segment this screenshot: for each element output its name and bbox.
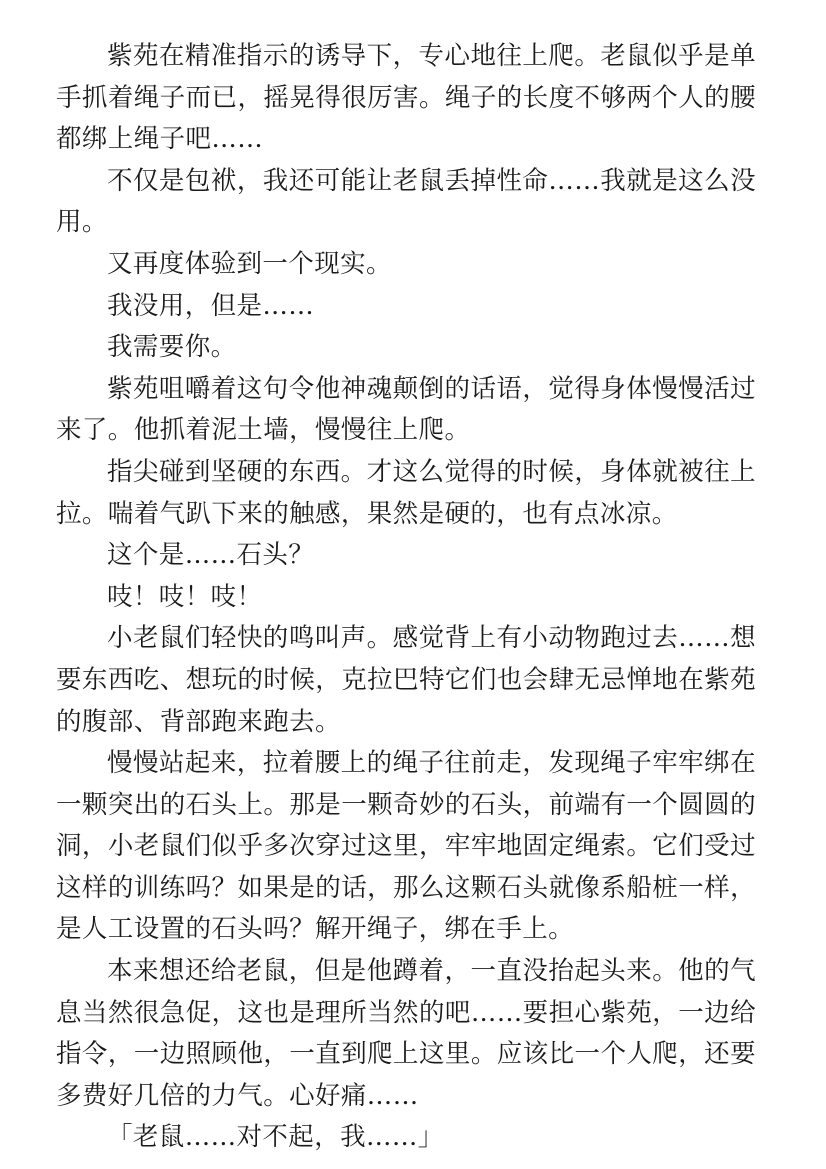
paragraph: 我需要你。: [107, 332, 237, 363]
paragraph: 小老鼠们轻快的鸣叫声。感觉背上有小动物跑过去……想要东西吃、想玩的时候，克拉巴特它们也会肆无忌惮地在紫苑的腹部、背部跑来跑去。: [56, 623, 756, 737]
paragraph: 紫苑在精准指示的诱导下，专心地往上爬。老鼠似乎是单手抓着绳子而已，摇晃得很厉害。绳子的长度不够两个人的腰都绑上绳子吧……: [56, 41, 756, 155]
paragraph: 慢慢站起来，拉着腰上的绳子往前走，发现绳子牢牢绑在一颗突出的石头上。那是一颗奇妙的石头，前端有一个圆圆的洞，小老鼠们似乎多次穿过这里，牢牢地固定绳索。它们受过这样的训练吗？如果是的话，那么这颗石头就像系船桩一样，是人工设置的石头吗？解开绳子，绑在手上。: [56, 748, 756, 945]
paragraph: 「老鼠……对不起，我……」: [107, 1122, 444, 1153]
paragraph: 指尖碰到坚硬的东西。才这么觉得的时候，身体就被往上拉。喘着气趴下来的触感，果然是硬的，也有点冰凉。: [56, 456, 756, 529]
paragraph: 又再度体验到一个现实。: [107, 248, 392, 279]
document-page: [56, 36, 756, 1159]
paragraph: 吱！吱！吱！: [107, 581, 263, 612]
paragraph: 本来想还给老鼠，但是他蹲着，一直没抬起头来。他的气息当然很急促，这也是理所当然的吧……要担心紫苑，一边给指令，一边照顾他，一直到爬上这里。应该比一个人爬，还要多费好几倍的力气。心好痛……: [56, 956, 756, 1111]
paragraph: 紫苑咀嚼着这句令他神魂颠倒的话语，觉得身体慢慢活过来了。他抓着泥土墙，慢慢往上爬。: [56, 373, 756, 446]
paragraph: 这个是……石头？: [107, 540, 315, 571]
paragraph: 我没用，但是……: [107, 290, 315, 321]
paragraph: 不仅是包袱，我还可能让老鼠丢掉性命……我就是这么没用。: [56, 165, 756, 238]
